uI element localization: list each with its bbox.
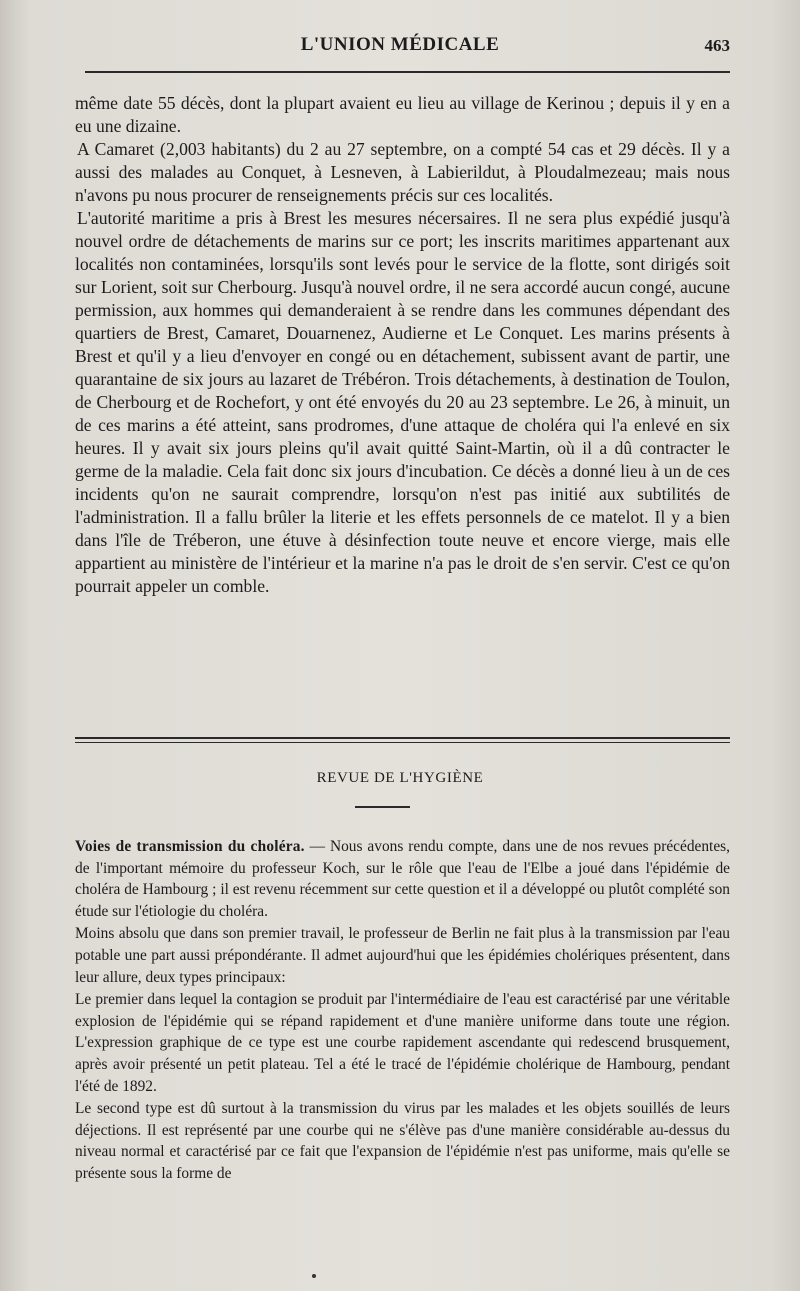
section-title-rule [355, 806, 410, 808]
paragraph: Le premier dans lequel la contagion se produit par l'intermédiaire de l'eau est caractérisé par une véritable explosion de l'épidémie qui se répand rapidement et d'une manière uniforme dans toute une région. L'expression graphique de ce type est une courbe rapidement ascendante qui redescend brusquement, après avoir présenté un petit plateau. Tel a été le tracé de l'épidémie cholérique de Hambourg, pendant l'été de 1892. [75, 991, 730, 1095]
paragraph: A Camaret (2,003 habitants) du 2 au 27 septembre, on a compté 54 cas et 29 décès. Il y a aussi des malades au Conquet, à Lesneven, à Labierildut, à Ploudalmezeau; mais nous n'avons pu nous procurer de renseignements précis sur ces localités. [75, 139, 730, 205]
journal-title: L'UNION MÉDICALE [300, 34, 500, 55]
paragraph: Le second type est dû surtout à la transmission du virus par les malades et les objets souillés de leurs déjections. Il est représenté par une courbe qui ne s'élève pas d'une manière considérable au-dessus du niveau normal et caractérisé par ce fait que l'expansion de l'épidémie n'est pas uniforme, mais qu'elle se présente sous la forme de [75, 1100, 730, 1182]
article-lead: — Nous avons rendu compte, dans une de nos revues précédentes, de l'important mémoire du professeur Koch, sur le rôle que l'eau de l'Elbe a joué dans l'épidémie de choléra de Hambourg ; il est revenu récemment sur cette question et il a développé ou plutôt complété son étude sur l'étiologie du choléra. [75, 838, 731, 920]
article-heading: Voies de transmission du choléra. [75, 838, 305, 855]
article-text [75, 836, 730, 1186]
section-divider [75, 737, 730, 743]
paragraph: L'autorité maritime a pris à Brest les mesures nécersaires. Il ne sera plus expédié jusqu'à nouvel ordre de détachements de marins sur ce port; les inscrits maritimes appartenant aux localités non contaminées, lorsqu'ils sont levés pour le service de la flotte, sont dirigés soit sur Lorient, soit sur Cherbourg. Jusqu'à nouvel ordre, il ne sera accordé aucun congé, aucune permission, aux hommes qui demanderaient à se rendre dans les communes dépendant des quartiers de Brest, Camaret, Douarnenez, Audierne et Le Conquet. Les marins présents à Brest et qu'il y a lieu d'envoyer en congé ou en détachement, subissent avant de partir, une quarantaine de six jours au lazaret de Trébéron. Trois détachements, à destination de Toulon, de Cherbourg et de Rochefort, y ont été envoyés du 20 au 23 septembre. Le 26, à minuit, un de ces marins a été atteint, sans prodromes, d'une attaque de choléra qui l'a enlevé en six heures. Il y avait six jours pleins qu'il avait quitté Saint-Martin, où il a dû contracter le germe de la maladie. Cela fait donc six jours d'incubation. Ce décès a donné lieu à un de ces incidents qu'on ne saurait comprendre, lorsqu'on n'est pas initié aux subtilités de l'administration. Il a fallu brûler la literie et les effets personnels de ce matelot. Il y a bien dans l'île de Tréberon, une étuve à désinfection toute neuve et encore vierge, mais elle appartient au ministère de l'intérieur et la marine n'a pas le droit de s'en servir. C'est ce qu'on pourrait appeler un comble. [75, 208, 730, 596]
paragraph: même date 55 décès, dont la plupart avaient eu lieu au village de Kerinou ; depuis il y en a eu une dizaine. [75, 93, 730, 136]
page-number: 463 [704, 36, 730, 55]
page-mark [312, 1274, 316, 1278]
main-text [75, 92, 730, 598]
header-rule [85, 71, 730, 73]
paragraph: Moins absolu que dans son premier travail, le professeur de Berlin ne fait plus à la transmission par l'eau potable une part aussi prépondérante. Il admet aujourd'hui que les épidémies cholériques présentent, dans leur allure, deux types principaux: [75, 925, 730, 986]
section-title: REVUE DE L'HYGIÈNE [316, 770, 484, 786]
running-header [0, 32, 800, 62]
paragraph [75, 836, 730, 922]
